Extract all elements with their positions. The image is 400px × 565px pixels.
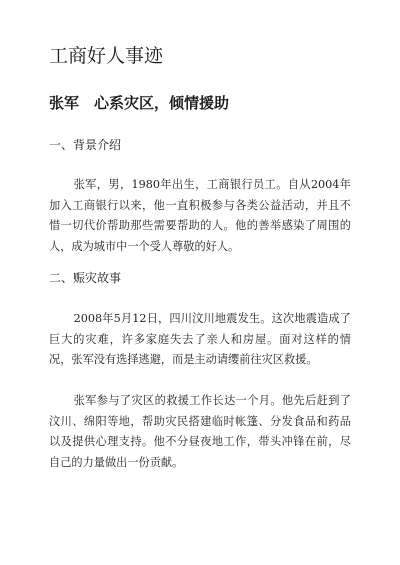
paragraph-rescue-work: 张军参与了灾区的救援工作长达一个月。他先后赶到了汶川、绵阳等地，帮助灾民搭建临时帐篷、分发食品和药品以及提供心理支持。他不分昼夜地工作，带头冲锋在前，尽自己的力量做出一份贡献。 — [49, 394, 351, 469]
section-heading-relief-story: 二、赈灾故事 — [49, 271, 122, 285]
section-heading-background: 一、背景介绍 — [49, 138, 122, 152]
document-subtitle: 张军 心系灾区，倾情援助 — [49, 94, 230, 112]
paragraph-background: 张军，男，1980年出生，工商银行员工。自从2004年加入工商银行以来，他一直积极参与各类公益活动，并且不惜一切代价帮助那些需要帮助的人。他的善举感染了周围的人，成为城市中一个受人尊敬的好人。 — [49, 178, 351, 253]
document-title: 工商好人事迹 — [49, 45, 164, 67]
paragraph-earthquake: 2008年5月12日，四川汶川地震发生。这次地震造成了巨大的灾难，许多家庭失去了亲人和房屋。面对这样的情况，张军没有选择逃避，而是主动请缨前往灾区救援。 — [49, 312, 351, 367]
